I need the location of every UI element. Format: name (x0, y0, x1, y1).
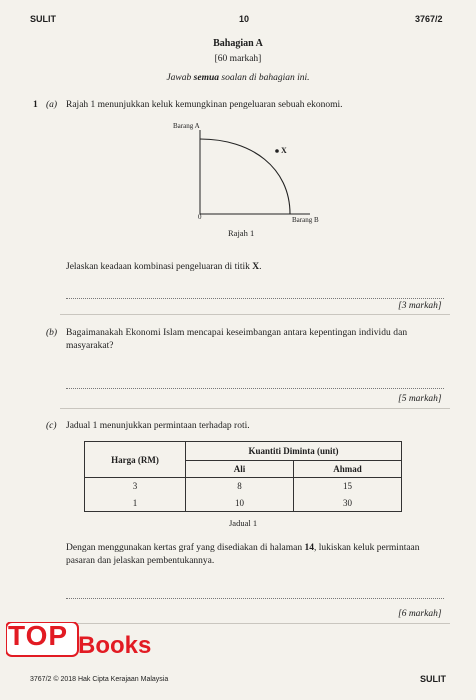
instruction-bold: semua (193, 73, 219, 83)
answer-line (66, 388, 444, 389)
part-b-text-line1: Bagaimanakah Ekonomi Islam mencapai keseimbangan antara kepentingan individu dan (66, 328, 408, 338)
header-paper-code: 3767/2 (415, 14, 443, 24)
instruction-pre: Jawab (166, 73, 194, 83)
origin-label: 0 (198, 213, 202, 221)
logo-top-text: TOP (8, 620, 69, 651)
part-b-text-line2: masyarakat? (66, 341, 114, 351)
part-b-label: (b) (46, 328, 58, 338)
answer-line (66, 598, 444, 599)
divider (60, 314, 450, 315)
table-cell-ahmad: 15 (294, 478, 402, 495)
price-header: Harga (RM) (85, 442, 186, 478)
footer-copyright: 3767/2 © 2018 Hak Cipta Kerajaan Malaysia (30, 676, 169, 683)
section-instruction (0, 73, 476, 83)
footer-sulit: SULIT (420, 674, 446, 684)
section-title: Bahagian A (213, 38, 263, 49)
diagram-caption: Rajah 1 (228, 228, 255, 238)
table-caption: Jadual 1 (229, 518, 258, 528)
part-c-question-line2: pasaran dan jelaskan pembentukannya. (66, 556, 215, 566)
question-number: 1 (33, 100, 38, 110)
part-c-question-post: , lukiskan keluk permintaan (313, 543, 420, 553)
demand-table (84, 441, 402, 512)
part-a-question-post: . (259, 262, 262, 272)
part-c-marks: [6 markah] (398, 609, 442, 619)
point-x-dot (275, 149, 279, 153)
divider (60, 408, 450, 409)
part-a-question-pre: Jelaskan keadaan kombinasi pengeluaran di titik (66, 262, 253, 272)
part-a-marks: [3 markah] (398, 301, 442, 311)
part-c-question-pre: Dengan menggunakan kertas graf yang disediakan di halaman (66, 543, 305, 553)
table-cell-ali: 10 (186, 495, 294, 512)
part-a-question-bold: X (252, 262, 260, 272)
part-c-text: Jadual 1 menunjukkan permintaan terhadap roti. (66, 421, 250, 431)
table-cell-ahmad: 30 (294, 495, 402, 512)
quantity-header: Kuantiti Diminta (unit) (186, 442, 402, 461)
logo-books-text: Books (78, 632, 152, 659)
section-marks (0, 54, 476, 64)
table-cell-price: 1 (85, 495, 186, 512)
header-page-number: 10 (239, 14, 250, 24)
section-marks-text: [60 markah] (214, 54, 262, 64)
instruction-post: soalan di bahagian ini. (219, 73, 310, 83)
header-sulit: SULIT (30, 14, 56, 24)
y-axis-label: Barang A (173, 122, 200, 130)
part-a-question (66, 262, 262, 272)
part-c-question-line1 (66, 543, 420, 553)
part-b-marks: [5 markah] (398, 394, 442, 404)
point-x-label: X (281, 146, 287, 155)
part-c-label: (c) (46, 421, 57, 431)
column-ahmad: Ahmad (294, 461, 402, 478)
table-cell-price: 3 (85, 478, 186, 495)
answer-line (66, 298, 444, 299)
part-c-question-bold: 14 (304, 543, 314, 553)
topbooks-watermark-logo (6, 620, 161, 680)
table-cell-ali: 8 (186, 478, 294, 495)
part-a-label: (a) (46, 100, 58, 110)
part-a-text: Rajah 1 menunjukkan keluk kemungkinan pengeluaran sebuah ekonomi. (66, 100, 343, 110)
x-axis-label: Barang B (292, 216, 319, 224)
column-ali: Ali (186, 461, 294, 478)
